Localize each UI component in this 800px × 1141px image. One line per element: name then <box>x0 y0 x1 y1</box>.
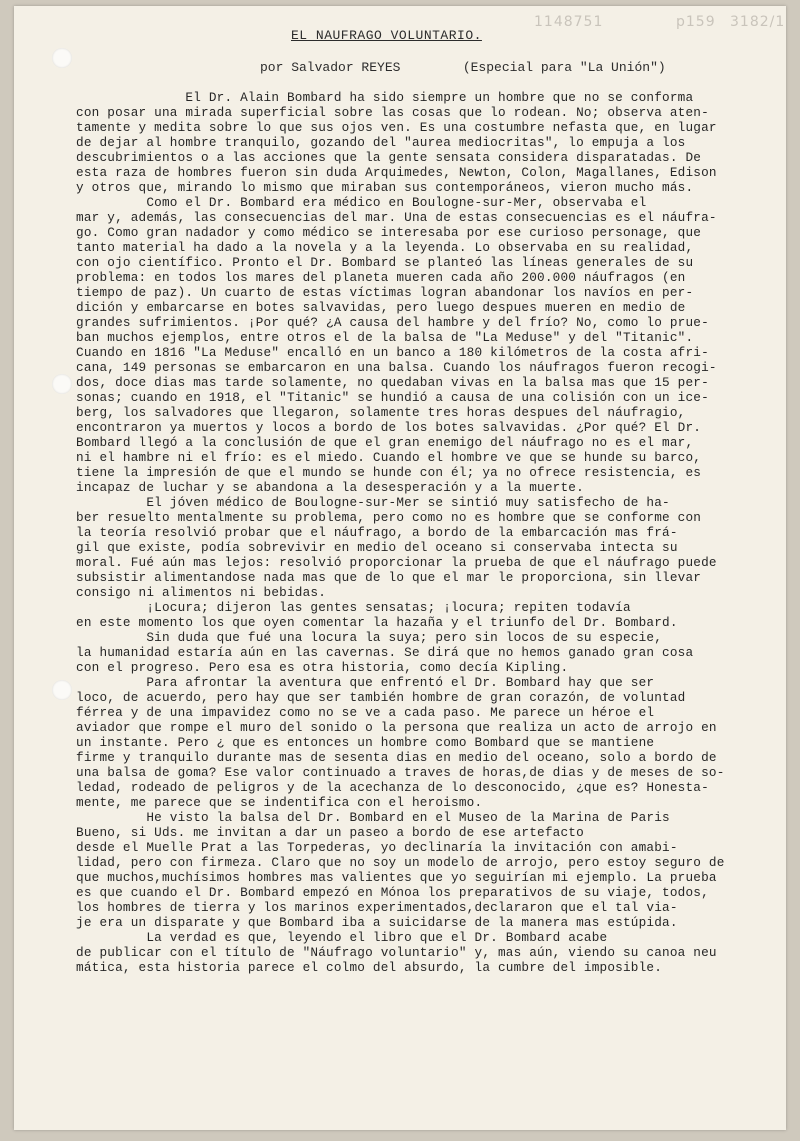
text-line: esta raza de hombres fueron sin duda Arquimedes, Newton, Colon, Magallanes, Edison <box>76 165 717 180</box>
text-line: go. Como gran nadador y como médico se interesaba por ese curioso personage, que <box>76 225 702 240</box>
text-line: El Dr. Alain Bombard ha sido siempre un hombre que no se conforma <box>76 90 694 105</box>
punch-hole-bottom <box>52 680 72 700</box>
text-line: Bueno, si Uds. me invitan a dar un paseo a bordo de ese artefacto <box>76 825 584 840</box>
text-line: tiempo de paz). Un cuarto de estas víctimas logran abandonar los navíos en per- <box>76 285 694 300</box>
text-line: tamente y medita sobre lo que sus ojos ven. Es una costumbre nefasta que, en lugar <box>76 120 717 135</box>
text-line: loco, de acuerdo, pero hay que ser también hombre de gran corazón, de voluntad <box>76 690 686 705</box>
text-line: ni el hambre ni el frío: es el miedo. Cuando el hombre ve que se hunde su barco, <box>76 450 702 465</box>
text-line: gil que existe, podía sobrevivir en medio del oceano si conservaba intecta su <box>76 540 678 555</box>
text-line: con ojo científico. Pronto el Dr. Bombard se planteó las líneas generales de su <box>76 255 694 270</box>
text-line: berg, los salvadores que llegaron, solamente tres horas despues del náufragio, <box>76 405 686 420</box>
text-line: férrea y de una impavidez como no se ve a cada paso. Me parece un héroe el <box>76 705 655 720</box>
text-line: y otros que, mirando lo mismo que miraban sus contemporáneos, vieron mucho más. <box>76 180 694 195</box>
text-line: Bombard llegó a la conclusión de que el gran enemigo del náufrago no es el mar, <box>76 435 694 450</box>
text-line: la humanidad estaría aún en las cavernas. Se dirá que no hemos ganado gran cosa <box>76 645 694 660</box>
text-line: Como el Dr. Bombard era médico en Boulogne-sur-Mer, observaba el <box>76 195 647 210</box>
text-line: una balsa de goma? Ese valor continuado a traves de horas,de dias y de meses de so- <box>76 765 725 780</box>
text-line: con posar una mirada superficial sobre las cosas que lo rodean. No; observa aten- <box>76 105 709 120</box>
text-line: la teoría resolvió probar que el náufrago, a bordo de la embarcación mas frá- <box>76 525 678 540</box>
text-line: tiene la impresión de que el mundo se hunde con él; ya no ofrece resistencia, es <box>76 465 702 480</box>
text-line: mente, me parece que se indentifica con el heroismo. <box>76 795 483 810</box>
text-line: que muchos,muchísimos hombres mas valientes que yo seguirían mi ejemplo. La prueba <box>76 870 717 885</box>
text-line: ¡Locura; dijeron las gentes sensatas; ¡locura; repiten todavía <box>76 600 631 615</box>
text-line: ban muchos ejemplos, entre otros el de la balsa de "La Meduse" y del "Titanic". <box>76 330 694 345</box>
text-line: los hombres de tierra y los marinos experimentados,declararon que el tal via- <box>76 900 678 915</box>
text-line: ber resuelto mentalmente su problema, pero como no es hombre que se conforme con <box>76 510 702 525</box>
text-line: aviador que rompe el muro del sonido o la persona que realiza un acto de arrojo en <box>76 720 717 735</box>
archive-folio-mark: 3182/1 <box>730 14 786 30</box>
text-line: de publicar con el título de "Náufrago voluntario" y, mas aún, viendo su canoa neu <box>76 945 717 960</box>
text-line: de dejar al hombre tranquilo, gozando del "aurea mediocritas", lo empuja a los <box>76 135 686 150</box>
punch-hole-middle <box>52 374 72 394</box>
text-line: subsistir alimentandose nada mas que de lo que el mar le proporciona, sin llevar <box>76 570 702 585</box>
text-line: ledad, rodeado de peligros y de la acechanza de lo desconocido, ¿que es? Honesta- <box>76 780 709 795</box>
document-body <box>76 90 786 975</box>
archive-number: 1148751 <box>534 14 604 30</box>
document-byline: por Salvador REYES (Especial para "La Unión") <box>260 60 666 75</box>
text-line: es que cuando el Dr. Bombard empezó en Mónoa los preparativos de su viaje, todos, <box>76 885 709 900</box>
text-line: moral. Fué aún mas lejos: resolvió proporcionar la prueba de que el náufrago puede <box>76 555 717 570</box>
text-line: encontraron ya muertos y locos a bordo de los botes salvavidas. ¿Por qué? El Dr. <box>76 420 702 435</box>
archive-page-mark: p159 <box>676 14 716 30</box>
text-line: en este momento los que oyen comentar la hazaña y el triunfo del Dr. Bombard. <box>76 615 678 630</box>
text-line: mar y, además, las consecuencias del mar. Una de estas consecuencias es el náufra- <box>76 210 717 225</box>
text-line: Sin duda que fué una locura la suya; pero sin locos de su especie, <box>76 630 663 645</box>
text-line: lidad, pero con firmeza. Claro que no soy un modelo de arrojo, pero estoy seguro de <box>76 855 725 870</box>
text-line: sonas; cuando en 1918, el "Titanic" se hundió a causa de una colisión con un ice- <box>76 390 709 405</box>
text-line: problema: en todos los mares del planeta mueren cada año 200.000 náufragos (en <box>76 270 686 285</box>
text-line: He visto la balsa del Dr. Bombard en el Museo de la Marina de Paris <box>76 810 670 825</box>
text-line: La verdad es que, leyendo el libro que el Dr. Bombard acabe <box>76 930 608 945</box>
document-title: EL NAUFRAGO VOLUNTARIO. <box>291 28 482 43</box>
text-line: con el progreso. Pero esa es otra historia, como decía Kipling. <box>76 660 569 675</box>
text-line: Cuando en 1816 "La Meduse" encalló en un banco a 180 kilómetros de la costa afri- <box>76 345 709 360</box>
text-line: El jóven médico de Boulogne-sur-Mer se sintió muy satisfecho de ha- <box>76 495 670 510</box>
punch-hole-top <box>52 48 72 68</box>
text-line: consigo ni alimentos ni bebidas. <box>76 585 327 600</box>
document-page <box>14 6 786 1130</box>
text-line: desde el Muelle Prat a las Torpederas, yo declinaría la invitación con amabi- <box>76 840 678 855</box>
text-line: firme y tranquilo durante mas de sesenta dias en medio del oceano, solo a bordo de <box>76 750 717 765</box>
text-line: dición y embarcarse en botes salvavidas, pero luego despues mueren en medio de <box>76 300 686 315</box>
text-line: mática, esta historia parece el colmo del absurdo, la cumbre del imposible. <box>76 960 663 975</box>
text-line: incapaz de luchar y se abandona a la desesperación y a la muerte. <box>76 480 584 495</box>
text-line: dos, doce dias mas tarde solamente, no quedaban vivas en la balsa mas que 15 per- <box>76 375 709 390</box>
text-line: Para afrontar la aventura que enfrentó el Dr. Bombard hay que ser <box>76 675 655 690</box>
text-line: grandes sufrimientos. ¡Por qué? ¿A causa del hambre y del frío? No, como lo prue- <box>76 315 709 330</box>
text-line: un instante. Pero ¿ que es entonces un hombre como Bombard que se mantiene <box>76 735 655 750</box>
text-line: cana, 149 personas se embarcaron en una balsa. Cuando los náufragos fueron recogi- <box>76 360 717 375</box>
text-line: tanto material ha dado a la novela y a la leyenda. Lo observaba en su realidad, <box>76 240 694 255</box>
text-line: je era un disparate y que Bombard iba a suicidarse de la manera mas estúpida. <box>76 915 678 930</box>
text-line: descubrimientos o a las acciones que la gente sensata considera disparatadas. De <box>76 150 702 165</box>
